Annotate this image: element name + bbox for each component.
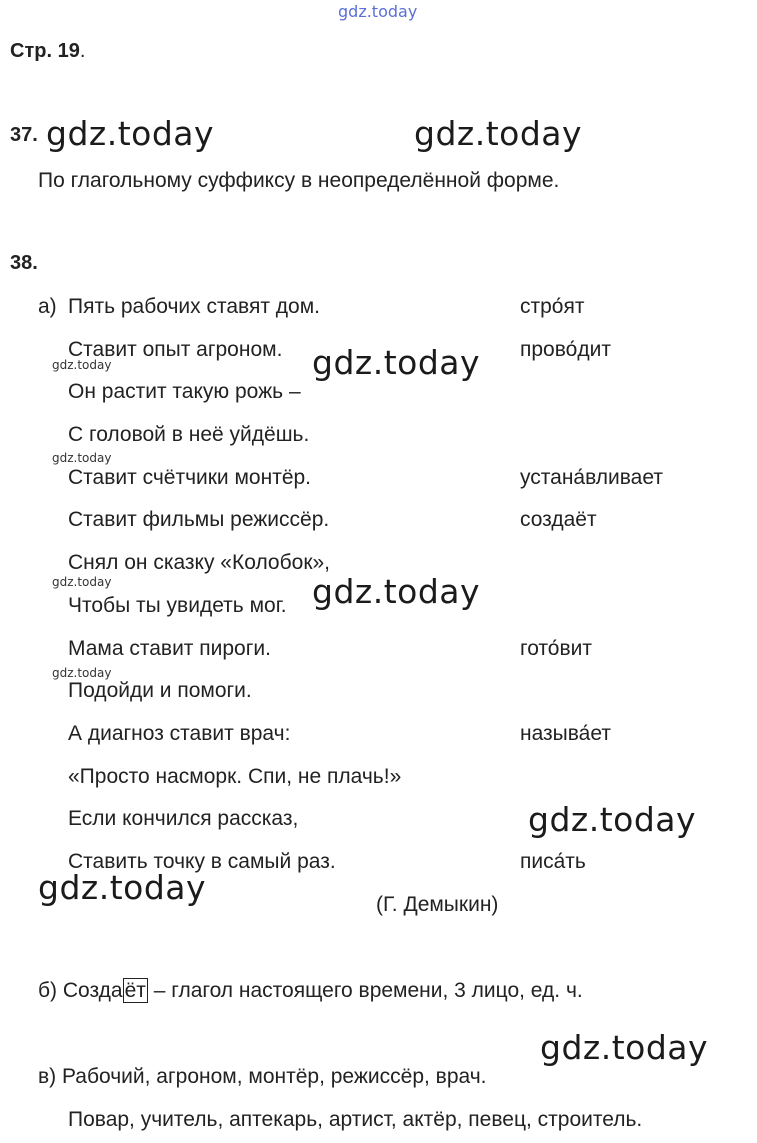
poem-line: Если кончился рассказ, <box>68 807 299 830</box>
task38-v <box>38 1064 487 1090</box>
task38-v-line1: Рабочий, агроном, монтёр, режиссёр, врач. <box>62 1065 487 1088</box>
watermark: gdz.today <box>312 343 481 382</box>
poem-line: Ставит опыт агроном. <box>68 338 283 361</box>
task38-b-rest: – глагол настоящего времени, 3 лицо, ед. ч. <box>147 979 583 1002</box>
poem-line: А диагноз ставит врач: <box>68 722 291 745</box>
poem-line: Ставит фильмы режиссёр. <box>68 508 330 531</box>
synonym: писа́ть <box>520 850 586 873</box>
task38-b-label: б) <box>38 979 58 1002</box>
task38-a-label: а) <box>38 295 57 318</box>
poem-line: Ставит счётчики монтёр. <box>68 466 312 489</box>
word-stem: Созда <box>62 979 123 1002</box>
poem-line: Подойди и помоги. <box>68 679 252 702</box>
poem-line: Пять рабочих ставят дом. <box>68 295 320 318</box>
watermark-small: gdz.today <box>52 575 112 589</box>
watermark: gdz.today <box>312 572 481 611</box>
poem-line: «Просто насморк. Спи, не плачь!» <box>68 765 402 788</box>
poem-line: Он растит такую рожь – <box>68 380 301 403</box>
synonym: гото́вит <box>520 637 592 660</box>
poem-line: Мама ставит пироги. <box>68 637 271 660</box>
watermark-small: gdz.today <box>52 451 112 465</box>
page-label-dot: . <box>79 40 86 62</box>
task38-v-line2: Повар, учитель, аптекарь, артист, актёр, певец, строитель. <box>68 1108 643 1131</box>
poem-line: Чтобы ты увидеть мог. <box>68 594 287 617</box>
task38-number: 38. <box>10 252 38 274</box>
watermark: gdz.today <box>528 800 697 839</box>
task37-number: 37. <box>10 124 38 146</box>
watermark-small: gdz.today <box>52 666 112 680</box>
word-ending-box: ёт <box>124 979 146 1002</box>
poem-author: (Г. Демыкин) <box>376 893 499 916</box>
synonym: создаёт <box>520 508 597 531</box>
task37-answer: По глагольному суффиксу в неопределённой форме. <box>38 169 560 192</box>
page-label <box>10 40 85 63</box>
synonym: устана́вливает <box>520 466 663 489</box>
watermark: gdz.today <box>46 114 215 153</box>
task38-v-label: в) <box>38 1065 57 1088</box>
synonym: прово́дит <box>520 338 611 361</box>
watermark-small: gdz.today <box>52 358 112 372</box>
watermark-top: gdz.today <box>338 2 418 21</box>
synonym: стро́ят <box>520 295 585 318</box>
task38-b <box>38 978 583 1004</box>
poem-line: Ставить точку в самый раз. <box>68 850 336 873</box>
watermark: gdz.today <box>38 868 207 907</box>
watermark: gdz.today <box>414 114 583 153</box>
watermark: gdz.today <box>540 1028 709 1067</box>
page-label-text: Стр. 19 <box>10 40 80 62</box>
poem-line: С головой в неё уйдёшь. <box>68 423 310 446</box>
poem-line: Снял он сказку «Колобок», <box>68 551 331 574</box>
synonym: называ́ет <box>520 722 611 745</box>
